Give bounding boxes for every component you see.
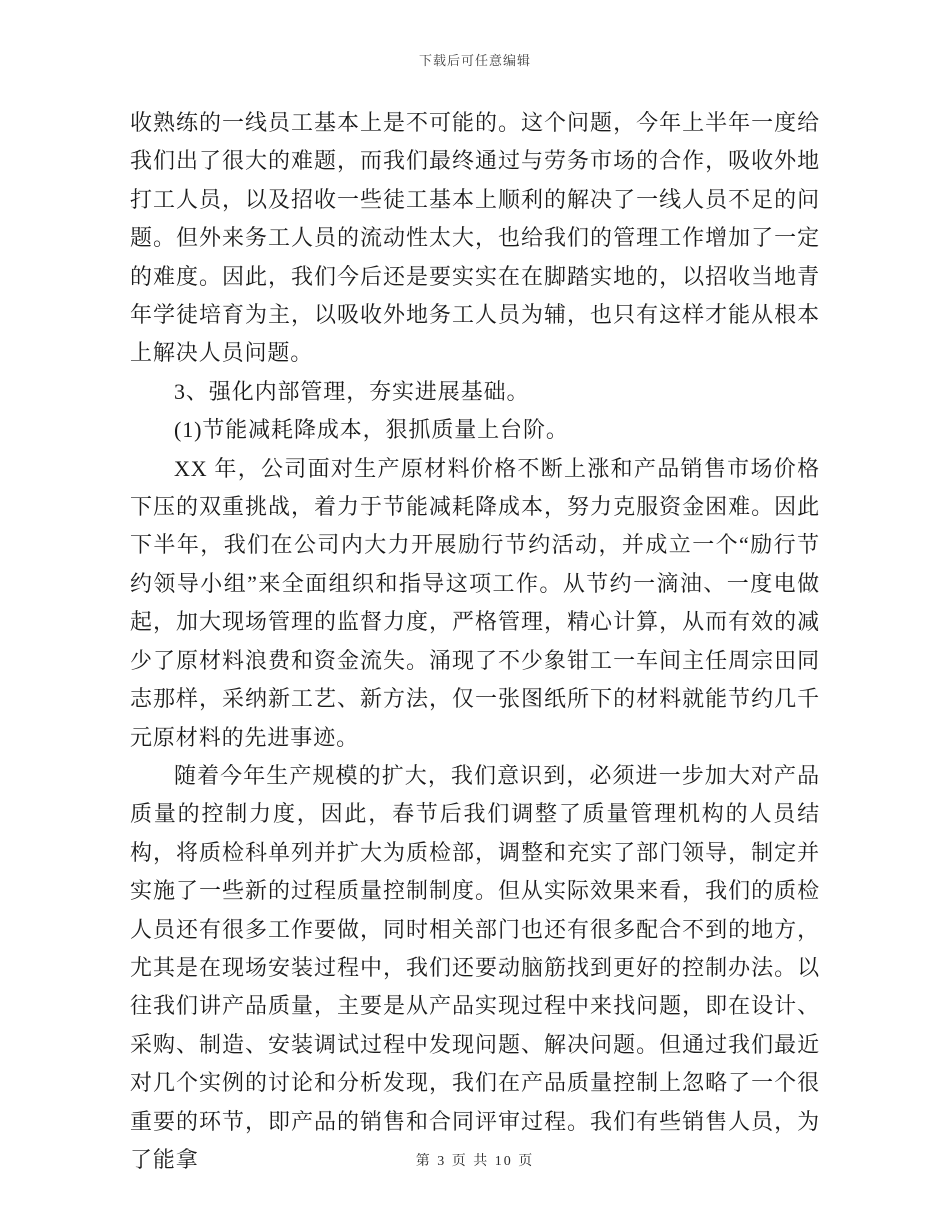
body-text <box>130 104 820 1179</box>
header-watermark: 下载后可任意编辑 <box>418 53 531 68</box>
page-footer: 第 3 页 共 10 页 <box>415 1154 535 1169</box>
paragraph: (1)节能减耗降成本，狠抓质量上台阶。 <box>174 417 569 443</box>
paragraph: 3、强化内部管理，夯实进展基础。 <box>174 378 530 404</box>
paragraph: XX 年，公司面对生产原材料价格不断上涨和产品销售市场价格下压的双重挑战，着力于节能减耗降成本，努力克服资金困难。因此下半年，我们在公司内大力开展励行节约活动，并成立一个“励行节约领导小组”来全面组织和指导这项工作。从节约一滴油、一度电做起，加大现场管理的监督力度，严格管理，精心计算，从而有效的减少了原材料浪费和资金流失。涌现了不少象钳工一车间主任周宗田同志那样，采纳新工艺、新方法，仅一张图纸所下的材料就能节约几千元原材料的先进事迹。 <box>130 455 820 750</box>
paragraph: 随着今年生产规模的扩大，我们意识到，必须进一步加大对产品质量的控制力度，因此，春节后我们调整了质量管理机构的人员结构，将质检科单列并扩大为质检部，调整和充实了部门领导，制定并实施了一些新的过程质量控制制度。但从实际效果来看，我们的质检人员还有很多工作要做，同时相关部门也还有很多配合不到的地方，尤其是在现场安装过程中，我们还要动脑筋找到更好的控制办法。以往我们讲产品质量，主要是从产品实现过程中来找问题，即在设计、采购、制造、安装调试过程中发现问题、解决问题。但通过我们最近对几个实例的讨论和分析发现，我们在产品质量控制上忽略了一个很重要的环节，即产品的销售和合同评审过程。我们有些销售人员，为了能拿 <box>130 762 820 1172</box>
paragraph: 收熟练的一线员工基本上是不可能的。这个问题，今年上半年一度给我们出了很大的难题，而我们最终通过与劳务市场的合作，吸收外地打工人员，以及招收一些徒工基本上顺利的解决了一线人员不足的问题。但外来务工人员的流动性太大，也给我们的管理工作增加了一定的难度。因此，我们今后还是要实实在在脚踏实地的，以招收当地青年学徒培育为主，以吸收外地务工人员为辅，也只有这样才能从根本上解决人员问题。 <box>130 110 820 366</box>
